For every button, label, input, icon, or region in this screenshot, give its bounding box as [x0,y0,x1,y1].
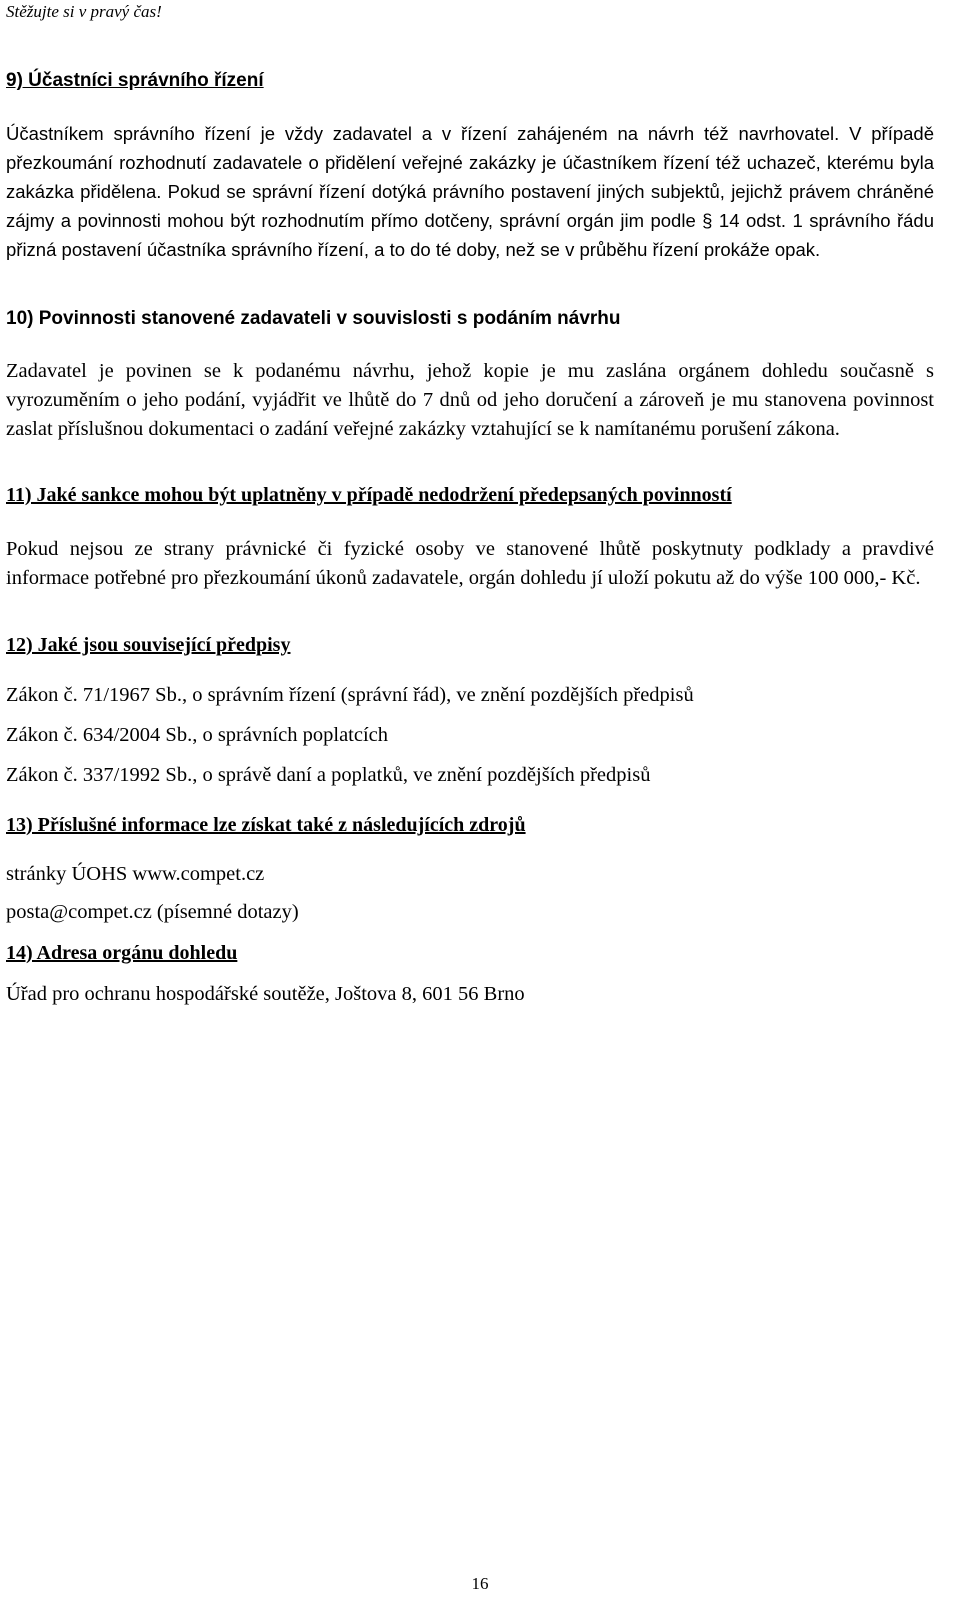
info-source-item: posta@compet.cz (písemné dotazy) [6,901,299,923]
section-11-paragraph: Pokud nejsou ze strany právnické či fyzické osoby ve stanovené lhůtě poskytnuty podklady a pravdivé informace potřebné pro přezkoumání úkonů zadavatele, orgán dohledu jí uloží pokutu až do výše 100 000,- Kč. [6,538,934,589]
section-14-heading: 14) Adresa orgánu dohledu [6,942,238,964]
section-10-paragraph: Zadavatel je povinen se k podanému návrhu, jehož kopie je mu zaslána orgánem dohledu současně s vyrozuměním o jeho podání, vyjádřit ve lhůtě do 7 dnů od jeho doručení a zároveň je mu stanovena povinnost zaslat příslušnou dokumentaci o zadání veřejné zakázky vztahující se k namítanému porušení zákona. [6,360,934,440]
header-note: Stěžujte si v pravý čas! [6,2,162,21]
info-source-item: stránky ÚOHS www.compet.cz [6,863,265,885]
authority-address: Úřad pro ochranu hospodářské soutěže, Joštova 8, 601 56 Brno [6,983,525,1005]
section-12-heading: 12) Jaké jsou související předpisy [6,634,291,656]
section-10-heading: 10) Povinnosti stanovené zadavateli v souvislosti s podáním návrhu [6,308,621,329]
section-11-heading: 11) Jaké sankce mohou být uplatněny v případě nedodržení předepsaných povinností [6,484,732,506]
section-13-heading: 13) Příslušné informace lze získat také z následujících zdrojů [6,814,526,836]
section-9-paragraph: Účastníkem správního řízení je vždy zadavatel a v řízení zahájeném na návrh též navrhovatel. V případě přezkoumání rozhodnutí zadavatele o přidělení veřejné zakázky je účastníkem řízení též uchazeč, kterému byla zakázka přidělena. Pokud se správní řízení dotýká právního postavení jiných subjektů, jejichž právem chráněné zájmy a povinnosti mohou být rozhodnutím přímo dotčeny, správní orgán jim podle § 14 odst. 1 správního řádu přizná postavení účastníka správního řízení, a to do té doby, než se v průběhu řízení prokáže opak. [6,123,934,260]
related-law-item: Zákon č. 337/1992 Sb., o správě daní a poplatků, ve znění pozdějších předpisů [6,764,651,786]
section-9-heading: 9) Účastníci správního řízení [6,70,264,91]
related-law-item: Zákon č. 71/1967 Sb., o správním řízení (správní řád), ve znění pozdějších předpisů [6,684,694,706]
page-number: 16 [471,1574,489,1593]
related-law-item: Zákon č. 634/2004 Sb., o správních poplatcích [6,724,389,746]
